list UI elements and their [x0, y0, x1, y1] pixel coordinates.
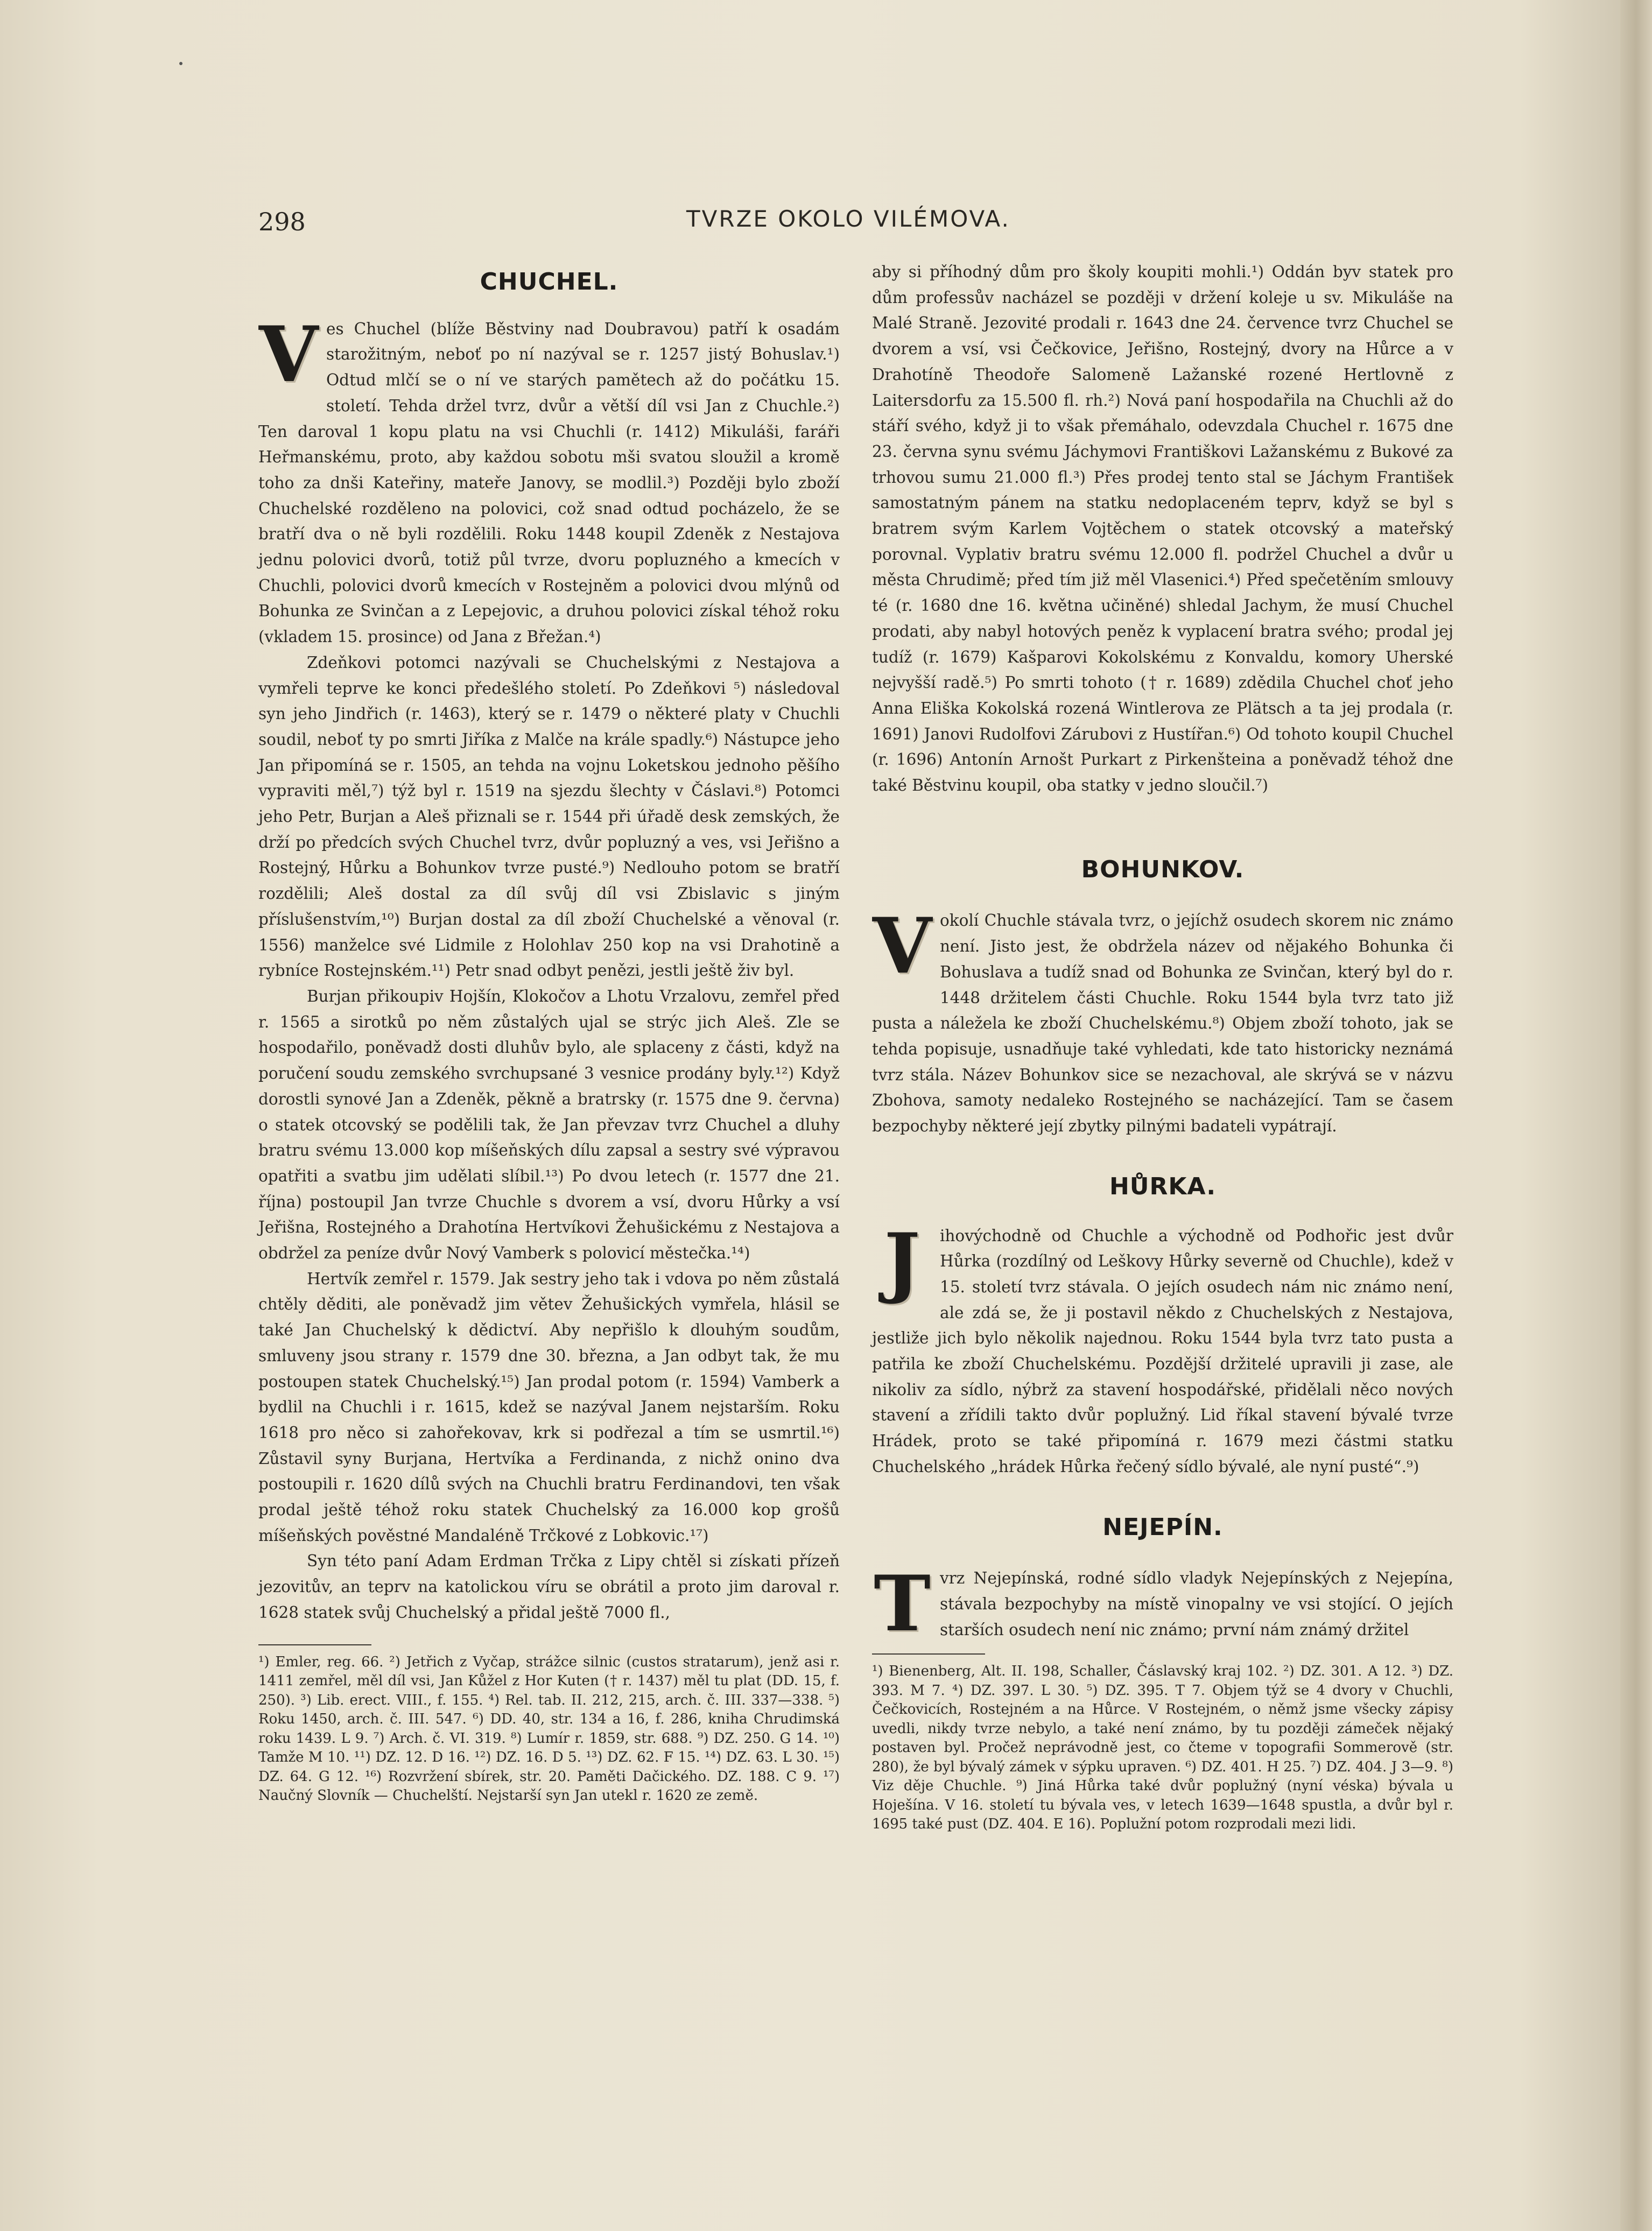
section-title-bohunkov: BOHUNKOV. — [1081, 855, 1245, 883]
running-head: TVRZE OKOLO VILÉMOVA. — [686, 206, 1010, 232]
footnote-rule — [872, 1653, 985, 1655]
nejepin-paragraph: Tvrz Nejepínská, rodné sídlo vladyk Nejepínských z Nejepína, stávala bezpochyby na místě vinopalny ve vsi stojící. O jejích starších osudech není nic známo; první nám známý držitel — [872, 1566, 1453, 1643]
left-column — [258, 269, 840, 1806]
footnotes-right: ¹) Bienenberg, Alt. II. 198, Schaller, Čáslavský kraj 102. ²) DZ. 301. A 12. ³) DZ. 393. M 7. ⁴) DZ. 397. L 30. ⁵) DZ. 395. T 7. Objem týž se 4 dvory v Chuchli, Čečkovicích, Rostejném a na Hůrce. V Rostejném, o němž jsme všecky zápisy uvedli, nikdy tvrze nebylo, a také není známo, by tu později zámeček nějaký postaven byl. Pročež neprávodně jest, co čteme v topografii Sommerově (str. 280), že byl bývalý zámek v sýpku upraven. ⁶) DZ. 401. H 25. ⁷) DZ. 404. J 3—9. ⁸) Viz děje Chuchle. ⁹) Jiná Hůrka také dvůr poplužný (nyní véska) bývala u Hoješína. V 16. století tu bývala ves, v letech 1639—1648 spustla, a dvůr byl r. 1695 také pust (DZ. 404. E 16). Poplužní potom rozprodali mezi lidi. — [872, 1663, 1453, 1833]
dropcap-v: V — [258, 309, 319, 399]
right-column — [872, 259, 1453, 1834]
dropcap-t: T — [874, 1559, 931, 1649]
footnote-rule — [258, 1644, 371, 1645]
dropcap-v: V — [872, 902, 932, 991]
section-title-chuchel: CHUCHEL. — [480, 268, 618, 295]
chuchel-paragraph-3: Burjan přikoupiv Hojšín, Klokočov a Lhotu Vrzalovu, zemřel před r. 1565 a sirotků po něm zůstalých ujal se strýc jich Aleš. Zle se hospodařilo, poněvadž dosti dluhův bylo, ale splaceny z části, když na poručení soudu zemského svrchupsané 3 vesnice prodány byly.¹²) Když dorostli synové Jan a Zdeněk, pěkně a bratrsky (r. 1575 dne 9. června) o statek otcovský se podělili tak, že Jan převzav tvrz Chuchel a dluhy bratru svému 13.000 kop míšeňských dílu zapsal a sestry své výpravou opatřiti a svatbu jim udělati slíbil.¹³) Po dvou letech (r. 1577 dne 21. října) postoupil Jan tvrze Chuchle s dvorem a vsí, dvoru Hůrky a vsí Jeřišna, Rostejného a Drahotína Hertvíkovi Žehušickému z Nestajova a obdržel za peníze dvůr Nový Vamberk s polovicí městečka.¹⁴) — [258, 987, 840, 1263]
bohunkov-paragraph: Vokolí Chuchle stávala tvrz, o jejíchž osudech skorem nic známo není. Jisto jest, že obdržela název od nějakého Bohunka či Bohuslava a tudíž snad od Bohunka ze Svinčan, který byl do r. 1448 držitelem části Chuchle. Roku 1544 byla tvrz tato již pusta a náležela ke zboží Chuchelskému.⁸) Objem zboží tohoto, jak se tehda popisuje, usnadňuje také vyhledati, kde tato historicky neznámá tvrz stála. Název Bohunkov sice se nezachoval, ale skrývá se v názvu Zbohova, samoty nedaleko Rostejného se nacházející. Tam se časem bezpochyby některé její zbytky pilnými badateli vypátrají. — [872, 902, 1453, 1136]
chuchel-continuation: aby si příhodný dům pro školy koupiti mohli.¹) Oddán byv statek pro dům professův nacházel se později v držení koleje u sv. Mikuláše na Malé Straně. Jezovité prodali r. 1643 dne 24. července tvrz Chuchel se dvorem a vsí, vsi Čečkovice, Jeřišno, Rostejný, dvory na Hůrce a v Drahotíně Theodoře Salomeně Lažanské rozené Hertlovně z Laitersdorfu za 15.500 fl. rh.²) Nová paní hospodařila na Chuchli až do stáří svého, když ji to však přemáhalo, odevzdala Chuchel r. 1675 dne 23. června synu svému Jáchymovi Františkovi Lažanskému z Bukové za trhovou sumu 21.000 fl.³) Přes prodej tento stal se Jáchym František samostatným pánem na statku nedoplaceném teprv, když se byl s bratrem svým Karlem Vojtěchem o statek otcovský a mateřský porovnal. Vyplativ bratru svému 12.000 fl. podržel Chuchel a dvůr u města Chrudimě; před tím již měl Vlasenici.⁴) Před spečetěním smlouvy té (r. 1680 dne 16. května učiněné) shledal Jachym, že musí Chuchel prodati, aby nabyl hotových peněz k vyplacení bratra svého; prodal jej tudíž (r. 1679) Kašparovi Kokolskému z Konvaldu, komory Uherské nejvyšší radě.⁵) Po smrti tohoto († r. 1689) zdědila Chuchel choť jeho Anna Eliška Kokolská rozená Wintlerova ze Plätsch a ta jej prodala (r. 1691) Janovi Rudolfovi Zárubovi z Hustířan.⁶) Od tohoto koupil Chuchel (r. 1696) Antonín Arnošt Purkart z Pirkenšteina a poněvadž téhož dne také Běstvinu koupil, oba statky v jedno sloučil.⁷) — [872, 263, 1453, 795]
page-number: 298 — [258, 207, 306, 236]
chuchel-paragraph-2: Zdeňkovi potomci nazývali se Chuchelskými z Nestajova a vymřeli teprve ke konci předešlého století. Po Zdeňkovi ⁵) následoval syn jeho Jindřich (r. 1463), který se r. 1479 o některé platy v Chuchli soudil, neboť ty po smrti Jiříka z Malče na krále spadly.⁶) Nástupce jeho Jan připomíná se r. 1505, an tehda na vojnu Loketskou jednoho pěšího vypraviti měl,⁷) týž byl r. 1519 na sjezdu šlechty v Čáslavi.⁸) Potomci jeho Petr, Burjan a Aleš přiznali se r. 1544 při úřadě desk zemských, že drží po předcích svých Chuchel tvrz, dvůr popluzný a ves, vsi Jeřišno a Rostejný, Hůrku a Bohunkov tvrze pusté.⁹) Nedlouho potom se bratří rozdělili; Aleš dostal za díl svůj díl vsi Zbislavic s jiným příslušenstvím,¹⁰) Burjan dostal za díl zboží Chuchelské a věnoval (r. 1556) manželce své Lidmile z Holohlav 250 kop na vsi Drahotině a rybníce Rostejnském.¹¹) Petr snad odbyt penězi, jestli ještě živ byl. — [258, 653, 840, 980]
chuchel-paragraph-4: Hertvík zemřel r. 1579. Jak sestry jeho tak i vdova po něm zůstalá chtěly děditi, ale poněvadž jim větev Žehušických vymřela, hlásil se také Jan Chuchelský k dědictví. Aby nepřišlo k dlouhým soudům, smluveny jsou strany r. 1579 dne 30. března, a Jan odbyt tak, že mu postoupen statek Chuchelský.¹⁵) Jan prodal potom (r. 1594) Vamberk a bydlil na Chuchli i r. 1615, kdež se nazýval Janem nejstarším. Roku 1618 pro něco si zahořekovav, krk si podřezal a tím se usmrtil.¹⁶) Zůstavil syny Burjana, Hertvíka a Ferdinanda, z nichž onino dva postoupili r. 1620 dílů svých na Chuchli bratru Ferdinandovi, ten však prodal ještě téhož roku statek Chuchelský za 16.000 kop grošů míšeňských pověstné Mandaléně Trčkové z Lobkovic.¹⁷) — [258, 1269, 840, 1545]
hurka-paragraph: J ihovýchodně od Chuchle a východně od Podhořic jest dvůr Hůrka (rozdílný od Leškovy Hůrky severně od Chuchle), kdež v 15. století tvrz stávala. O jejích osudech nám nic známo není, ale zdá se, že ji postavil někdo z Chuchelských z Nestajova, jestliže jich bylo několik najednou. Roku 1544 byla tvrz tato pusta a patřila ke zboží Chuchelskému. Pozdější držitelé upravili ji zase, ale nikoliv za sídlo, nýbrž za stavení hospodářské, přidělali něco nových stavení a zřídili takto dvůr poplužný. Lid říkal stavení bývalé tvrze Hrádek, proto se také připomíná r. 1679 mezi částmi statku Chuchelského „hrádek Hůrka řečený sídlo bývalé, ale nyní pusté“.⁹) — [872, 1216, 1453, 1476]
chuchel-paragraph-1: Ves Chuchel (blíže Běstviny nad Doubravou) patří k osadám starožitným, neboť po ní nazýval se r. 1257 jistý Bohuslav.¹) Odtud mlčí se o ní ve starých pamětech až do počátku 15. století. Tehda držel tvrz, dvůr a větší díl vsi Jan z Chuchle.²) Ten daroval 1 kopu platu na vsi Chuchli (r. 1412) Mikuláši, faráři Heřmanskému, proto, aby každou sobotu mši svatou sloužil a kromě toho za dnši Kateřiny, mateře Janovy, se modlil.³) Později bylo zboží Chuchelské rozděleno na polovici, což snad odtud pocházelo, že se bratří dva o ně byli rozdělili. Roku 1448 koupil Zdeněk z Nestajova jednu polovici dvorů, totiž půl tvrze, dvoru popluzného a kmecích v Chuchli, polovici dvorů kmecích v Rostejněm a polovici dvou mlýnů od Bohunka ze Svinčan a z Lepejovic, a druhou polovici získal téhož roku (vkladem 15. prosince) od Jana z Břežan.⁴) — [258, 309, 840, 646]
section-title-hurka: HŮRKA. — [1109, 1172, 1217, 1200]
footnotes-left: ¹) Emler, reg. 66. ²) Jetřich z Vyčap, strážce silnic (custos stratarum), jenž asi r. 1411 zemřel, měl díl vsi, Jan Kůžel z Hor Kuten († r. 1437) měl tu plat (DD. 15, f. 250). ³) Lib. erect. VIII., f. 155. ⁴) Rel. tab. II. 212, 215, arch. č. III. 337—338. ⁵) Roku 1450, arch. č. III. 547. ⁶) DD. 40, str. 134 a 16, f. 286, kniha Chrudimská roku 1439. L 9. ⁷) Arch. č. VI. 319. ⁸) Lumír r. 1859, str. 688. ⁹) DZ. 250. G 14. ¹⁰) Tamže M 10. ¹¹) DZ. 12. D 16. ¹²) DZ. 16. D 5. ¹³) DZ. 62. F 15. ¹⁴) DZ. 63. L 30. ¹⁵) DZ. 64. G 12. ¹⁶) Rozvržení sbírek, str. 20. Paměti Dačického. DZ. 188. C 9. ¹⁷) Naučný Slovník — Chuchelští. Nejstarší syn Jan utekl r. 1620 ze země. — [258, 1653, 840, 1804]
chuchel-paragraph-5: Syn této paní Adam Erdman Trčka z Lipy chtěl si získati přízeň jezovitův, an teprv na katolickou víru se obrátil a proto jim daroval r. 1628 statek svůj Chuchelský a přidal ještě 7000 fl., — [258, 1552, 840, 1622]
paper-speck — [179, 62, 182, 65]
section-title-nejepin: NEJEPÍN. — [1102, 1513, 1223, 1541]
dropcap-j: J — [884, 1216, 920, 1306]
page-edge-shadow — [1620, 0, 1652, 2231]
